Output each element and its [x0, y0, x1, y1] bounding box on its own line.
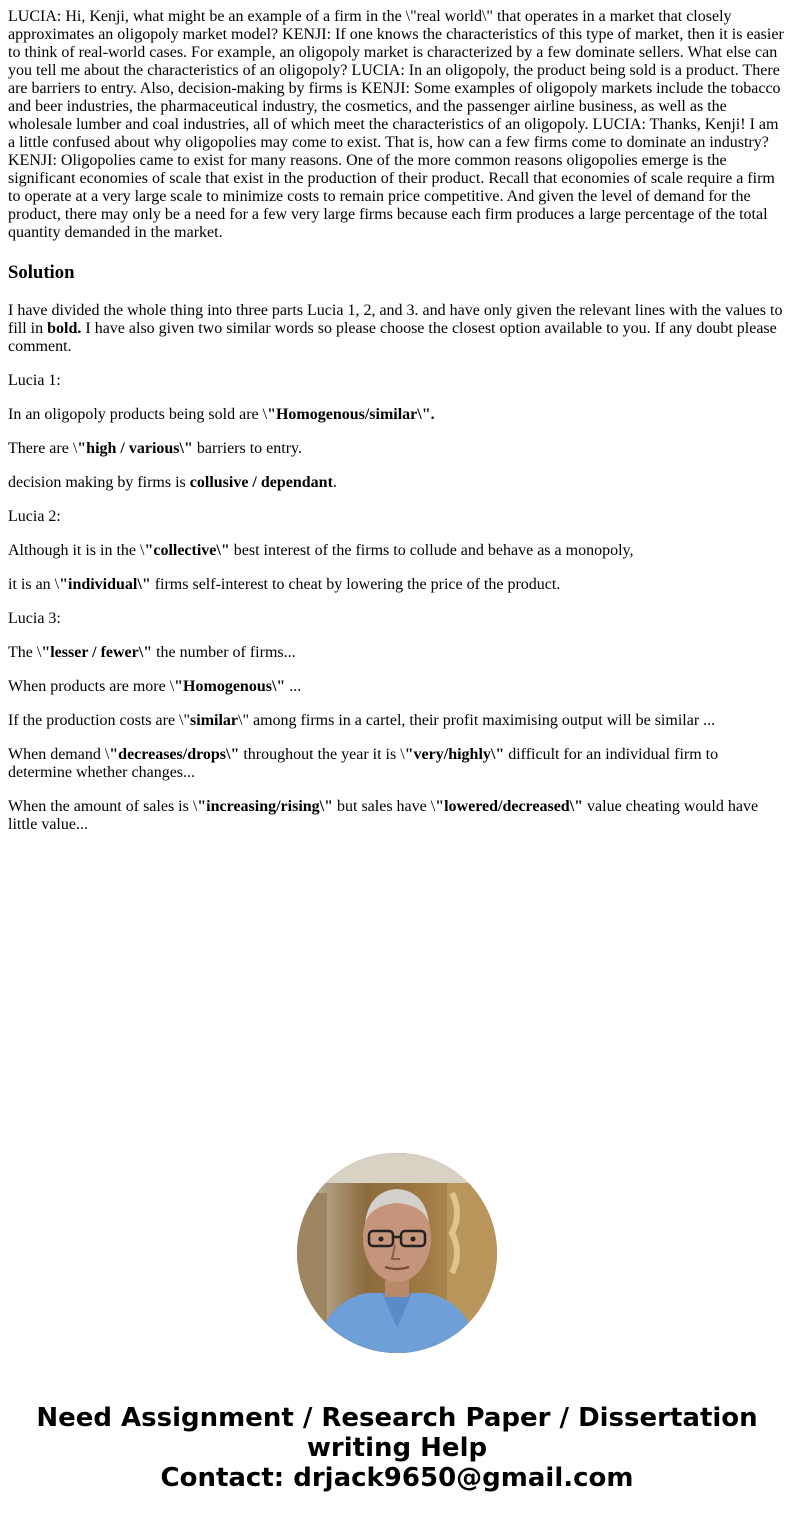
lucia2-line-2: [8, 576, 786, 594]
contact-footer: [0, 1403, 794, 1493]
text: decision making by firms is: [8, 474, 190, 491]
lucia1-line-1: [8, 406, 786, 424]
text: the number of firms...: [152, 644, 296, 661]
lucia2-label: Lucia 2:: [8, 508, 61, 525]
text: In an oligopoly products being sold are \: [8, 406, 268, 423]
lucia1-label: Lucia 1:: [8, 372, 61, 389]
answer: "very/highly\": [404, 746, 505, 763]
document-body: [8, 8, 786, 850]
answer: "decreases/drops\": [109, 746, 240, 763]
text: When demand \: [8, 746, 110, 763]
question-text: LUCIA: Hi, Kenji, what might be an example of a firm in the \"real world\" that operates in a market that closely approximates an oligopoly market model? KENJI: If one knows the characteristics of this type of market, then it is easier to think of real-world cases. For example, an oligopoly market is characterized by a few dominate sellers. What else can you tell me about the characteristics of an oligopoly? LUCIA: In an oligopoly, the product being sold is a product. There are barriers to entry. Also, decision-making by firms is KENJI: Some examples of oligopoly markets include the tobacco and beer industries, the pharmaceutical industry, the cosmetics, and the passenger airline business, as well as the wholesale lumber and coal industries, all of which meet the characteristics of an oligopoly. LUCIA: Thanks, Kenji! I am a little confused about why oligopolies may come to exist. That is, how can a few firms come to dominate an industry? KENJI: Oligopolies came to exist for many reasons. One of the more common reasons oligopolies emerge is the significant economies of scale that exist in the production of their product. Recall that economies of scale require a firm to operate at a very large scale to minimize costs to remain price competitive. And given the level of demand for the product, there may only be a need for a few very large firms because each firm produces a large percentage of the total quantity demanded in the market.: [8, 8, 784, 241]
lucia3-line-5: [8, 798, 786, 834]
text: best interest of the firms to collude and behave as a monopoly,: [229, 542, 634, 559]
intro-text-2: I have also given two similar words so please choose the closest option available to you. If any doubt please comment.: [8, 320, 777, 355]
answer: "Homogenous\": [174, 678, 286, 695]
intro-text: I have divided the whole thing into three parts Lucia 1, 2, and 3. and have only given the relevant lines with the values to fill in: [8, 302, 783, 337]
footer-line-2: writing Help: [306, 1433, 488, 1463]
text: it is an \: [8, 576, 60, 593]
answer: "Homogenous/similar\".: [267, 406, 435, 423]
text: When products are more \: [8, 678, 175, 695]
text: barriers to entry.: [192, 440, 302, 457]
answer: "lesser / fewer\": [41, 644, 153, 661]
lucia3-line-3: [8, 712, 786, 730]
answer: similar: [190, 712, 239, 729]
footer-line-1: Need Assignment / Research Paper / Dissertation: [36, 1403, 758, 1433]
text: throughout the year it is \: [239, 746, 405, 763]
lucia2-line-1: [8, 542, 786, 560]
footer-contact-email: Contact: drjack9650@gmail.com: [160, 1463, 634, 1493]
lucia1-line-2: [8, 440, 786, 458]
answer: collusive / dependant: [189, 474, 333, 491]
text: Although it is in the \: [8, 542, 145, 559]
solution-heading: Solution: [8, 262, 75, 283]
answer: "lowered/decreased\": [435, 798, 584, 815]
lucia3-line-4: [8, 746, 786, 782]
answer: "increasing/rising\": [197, 798, 333, 815]
text: \" among firms in a cartel, their profit maximising output will be similar ...: [238, 712, 716, 729]
text: firms self-interest to cheat by lowering the price of the product.: [150, 576, 561, 593]
text: .: [332, 474, 337, 491]
text: difficult for an individual firm to determine whether changes...: [8, 746, 719, 781]
answer: "individual\": [59, 576, 151, 593]
intro-bold: bold.: [47, 320, 82, 337]
person-portrait-icon: [297, 1153, 497, 1353]
text: The \: [8, 644, 42, 661]
answer: "high / various\": [77, 440, 193, 457]
text: but sales have \: [333, 798, 436, 815]
text: ...: [285, 678, 302, 695]
text: value cheating would have little value...: [8, 798, 759, 833]
text: If the production costs are \": [8, 712, 191, 729]
text: When the amount of sales is \: [8, 798, 198, 815]
answer: "collective\": [144, 542, 230, 559]
lucia1-line-3: [8, 474, 786, 492]
lucia3-label: Lucia 3:: [8, 610, 61, 627]
intro-paragraph: [8, 302, 786, 356]
lucia3-line-1: [8, 644, 786, 662]
text: There are \: [8, 440, 78, 457]
lucia3-line-2: [8, 678, 786, 696]
author-photo: [297, 1153, 497, 1353]
